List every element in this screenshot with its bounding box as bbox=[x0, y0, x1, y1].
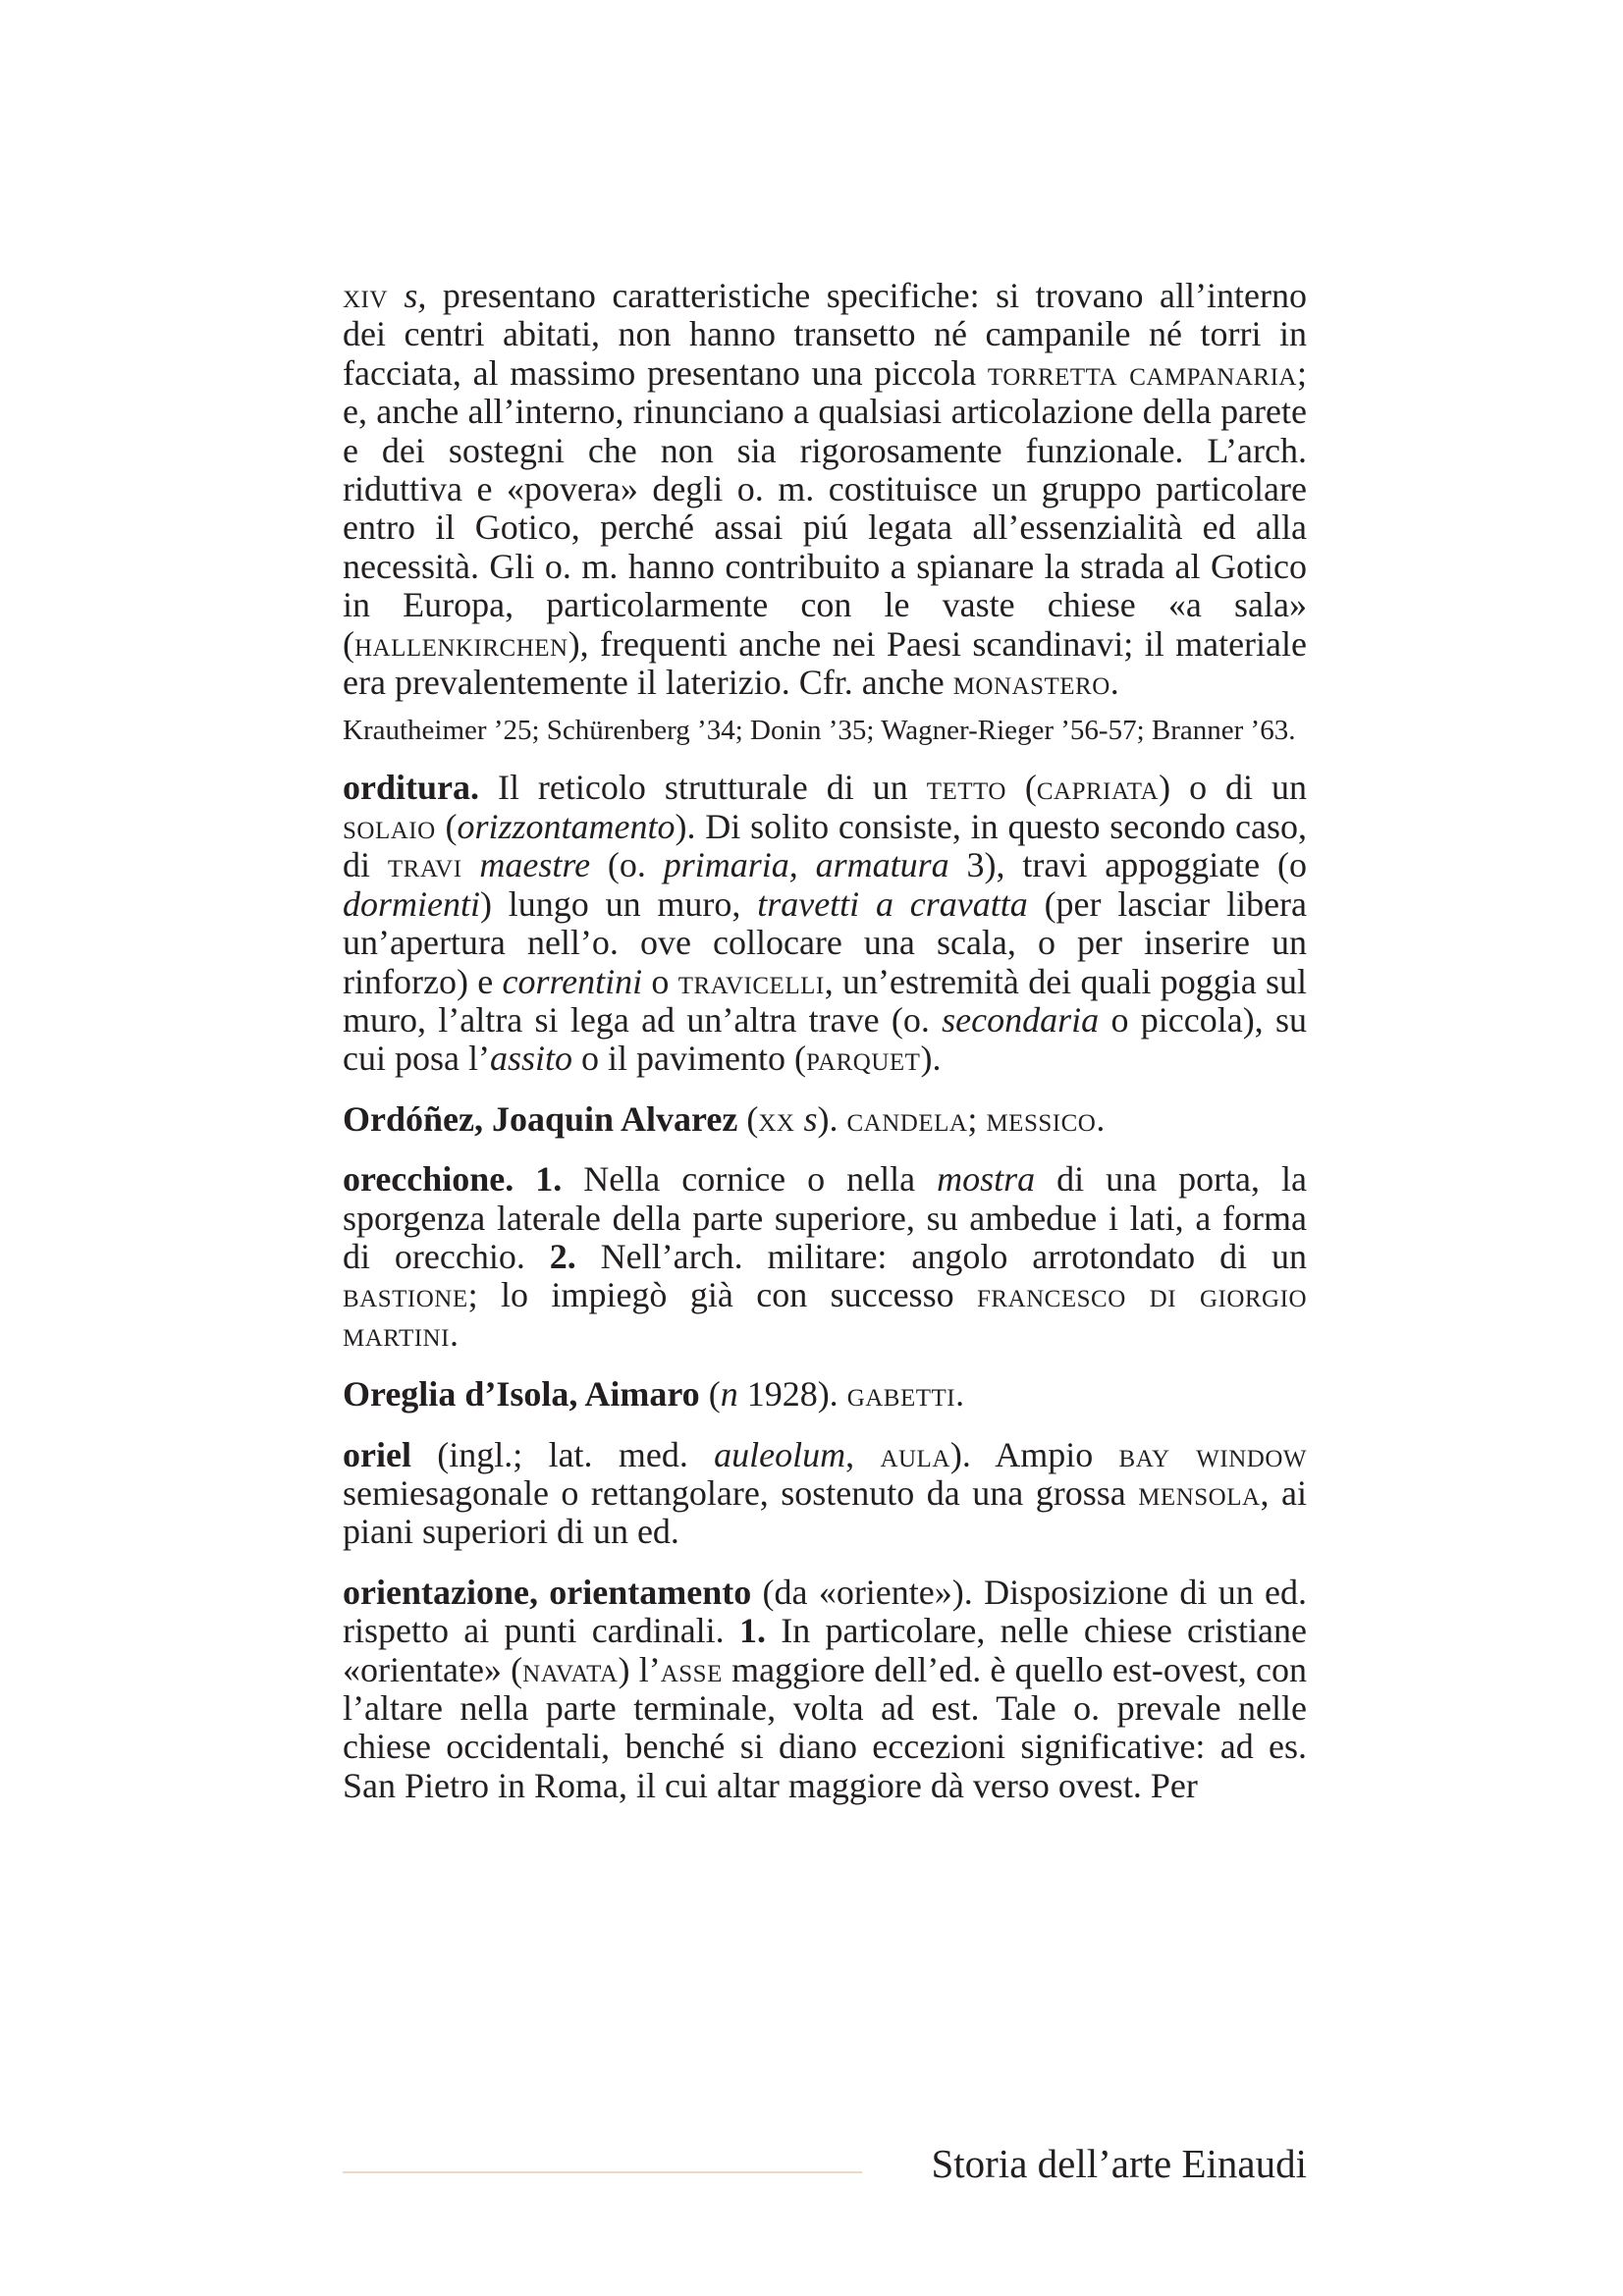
text-run: s, bbox=[404, 276, 427, 315]
text-run: Nella cornice o nella bbox=[562, 1159, 938, 1200]
headword: Ordóñez, Joaquin Alvarez bbox=[343, 1098, 738, 1139]
cross-reference: asse bbox=[660, 1649, 723, 1689]
cross-reference: solaio bbox=[343, 806, 436, 846]
text-run: ). Di solito consiste, in questo secondo caso, di bbox=[343, 806, 1307, 885]
text-run: primaria, armatura bbox=[663, 845, 949, 885]
entry-orditura bbox=[343, 769, 1307, 1078]
text-run bbox=[388, 276, 404, 315]
text-run bbox=[514, 1159, 535, 1199]
text-run: presentano caratteristiche specifiche: si trovano all’interno dei centri abitati, non hanno transetto né campanile né torri in facciata, al massimo presentano una piccola bbox=[343, 276, 1307, 393]
cross-reference: parquet bbox=[805, 1039, 921, 1079]
headword: 2. bbox=[549, 1236, 576, 1276]
text-run: ( bbox=[435, 806, 458, 846]
text-run: n bbox=[720, 1374, 738, 1415]
entry-orientazione bbox=[343, 1574, 1307, 1805]
cross-reference: torretta campanaria bbox=[987, 352, 1297, 393]
text-run: orizzontamento bbox=[457, 806, 676, 846]
text-run: (o. bbox=[590, 845, 664, 885]
text-run: ; lo impiegò già con successo bbox=[467, 1275, 977, 1315]
entry-oriel bbox=[343, 1436, 1307, 1552]
text-run: ) l’ bbox=[618, 1649, 661, 1689]
cross-reference: bastione bbox=[343, 1275, 468, 1315]
text-run: dormienti bbox=[343, 883, 480, 924]
cross-reference: aula bbox=[880, 1434, 950, 1474]
text-run: semiesagonale o rettangolare, sostenuto da una grossa bbox=[343, 1472, 1139, 1513]
text-run: ( bbox=[1005, 768, 1037, 808]
text-run: o piccola), su cui posa l’ bbox=[343, 999, 1307, 1079]
cross-reference: capriata bbox=[1036, 768, 1160, 808]
text-run: ), frequenti anche nei Paesi scandinavi; il materiale era prevalentemente il laterizio. Cfr. anche bbox=[343, 623, 1307, 703]
text-run: . bbox=[1109, 663, 1119, 703]
headword: orditura. bbox=[343, 768, 479, 808]
text-run: Il reticolo strutturale di un bbox=[479, 768, 927, 808]
cross-reference: hallenkirchen bbox=[354, 623, 568, 664]
text-run: . bbox=[955, 1374, 965, 1415]
cross-reference: navata bbox=[522, 1649, 619, 1689]
headword: oriel bbox=[343, 1434, 411, 1474]
text-run: ). bbox=[817, 1098, 847, 1139]
page-body bbox=[343, 277, 1307, 1805]
headword: Oreglia d’Isola, Aimaro bbox=[343, 1374, 700, 1415]
bibliography bbox=[343, 714, 1307, 747]
text-run: . bbox=[449, 1313, 459, 1354]
headword: 1. bbox=[535, 1159, 563, 1200]
headword: 1. bbox=[738, 1611, 766, 1651]
text-run: (per lasciar libera un’apertura nell’o. ove collocare una scala, o per inserire un rinforzo) e bbox=[343, 883, 1308, 1001]
cross-reference: travi bbox=[387, 845, 462, 885]
cross-reference: xiv bbox=[343, 276, 388, 315]
cross-reference: mensola bbox=[1138, 1472, 1261, 1513]
entry-ordonez bbox=[343, 1100, 1307, 1139]
footer-rule bbox=[343, 2171, 862, 2173]
footer-title: Storia dell’arte Einaudi bbox=[931, 2141, 1307, 2186]
cross-reference: tetto bbox=[926, 768, 1006, 808]
text-run: auleolum bbox=[714, 1434, 846, 1474]
text-run: (ingl.; lat. med. bbox=[410, 1434, 715, 1474]
entry-orecchione bbox=[343, 1160, 1307, 1354]
text-run: ; e, anche all’interno, rinunciano a qualsiasi articolazione della parete e dei sostegni che non sia rigorosamente funzionale. L’arch. riduttiva e «povera» degli o. m. costituisce un gruppo particolare entro il Gotico, perché assai piú legata all’essenzialità ed alla necessità. Gli o. m. hanno contribuito a spianare la strada al Gotico in Europa, particolarmente con le vaste chiese «a sala» ( bbox=[343, 352, 1307, 664]
text-run: Krautheimer ’25; Schürenberg ’34; Donin ’35; Wagner-Rieger ’56-57; Branner ’63. bbox=[343, 715, 1296, 747]
text-run: assito bbox=[489, 1039, 572, 1079]
text-run: o bbox=[642, 961, 678, 1001]
text-run: , bbox=[845, 1434, 881, 1474]
cross-reference: candela bbox=[846, 1098, 968, 1139]
text-run: ; bbox=[967, 1098, 987, 1139]
text-run: maggiore dell’ed. è quello est-ovest, con l’altare nella parte terminale, volta ad est. Tale o. prevale nelle chiese occidentali, benché si diano eccezioni significative: ad es. San Pietro in Roma, il cui altar maggiore dà verso ovest. Per bbox=[343, 1649, 1308, 1805]
text-run: 3), travi appoggiate (o bbox=[948, 845, 1307, 885]
text-run: ) o di un bbox=[1159, 768, 1307, 808]
text-run: mostra bbox=[937, 1159, 1036, 1200]
text-run: ( bbox=[737, 1098, 759, 1139]
cross-reference: bay window bbox=[1118, 1434, 1307, 1474]
text-run: di una porta, la sporgenza laterale della parte superiore, su ambedue i lati, a forma di orecchio. bbox=[343, 1159, 1308, 1276]
text-run: secondaria bbox=[942, 999, 1100, 1040]
text-run: o il pavimento ( bbox=[572, 1039, 806, 1079]
text-run: ). Ampio bbox=[949, 1434, 1119, 1474]
headword: orientazione, orientamento bbox=[343, 1572, 752, 1612]
text-run: In particolare, nelle chiese cristiane «orientate» ( bbox=[343, 1611, 1307, 1689]
text-run: Nell’arch. militare: angolo arrotondato di un bbox=[575, 1236, 1307, 1276]
text-run: ) lungo un muro, bbox=[480, 883, 758, 924]
text-run: (da «oriente»). Disposizione di un ed. rispetto ai punti cardinali. bbox=[343, 1572, 1307, 1651]
cross-reference: messico bbox=[986, 1098, 1097, 1139]
text-run: 1928). bbox=[737, 1374, 847, 1415]
entry-oreglia bbox=[343, 1375, 1307, 1414]
cross-reference: gabetti bbox=[846, 1374, 956, 1415]
headword: orecchione. bbox=[343, 1159, 514, 1200]
text-run: correntini bbox=[502, 961, 643, 1001]
text-run: ( bbox=[699, 1374, 721, 1415]
cross-reference: francesco di giorgio martini bbox=[343, 1275, 1307, 1354]
cross-reference: xx bbox=[758, 1098, 795, 1139]
entry-continuation bbox=[343, 277, 1307, 702]
cross-reference: monastero bbox=[952, 663, 1110, 703]
cross-reference: travicelli bbox=[677, 961, 825, 1001]
text-run bbox=[462, 845, 480, 884]
text-run: ). bbox=[920, 1039, 942, 1079]
text-run: , un’estremità dei quali poggia sul muro, l’altra si lega ad un’altra trave (o. bbox=[343, 961, 1308, 1040]
text-run: maestre bbox=[479, 845, 591, 885]
text-run: s bbox=[803, 1098, 818, 1139]
text-run: . bbox=[1096, 1098, 1106, 1139]
text-run: travetti a cravatta bbox=[757, 883, 1028, 924]
text-run: , ai piani superiori di un ed. bbox=[343, 1472, 1307, 1552]
